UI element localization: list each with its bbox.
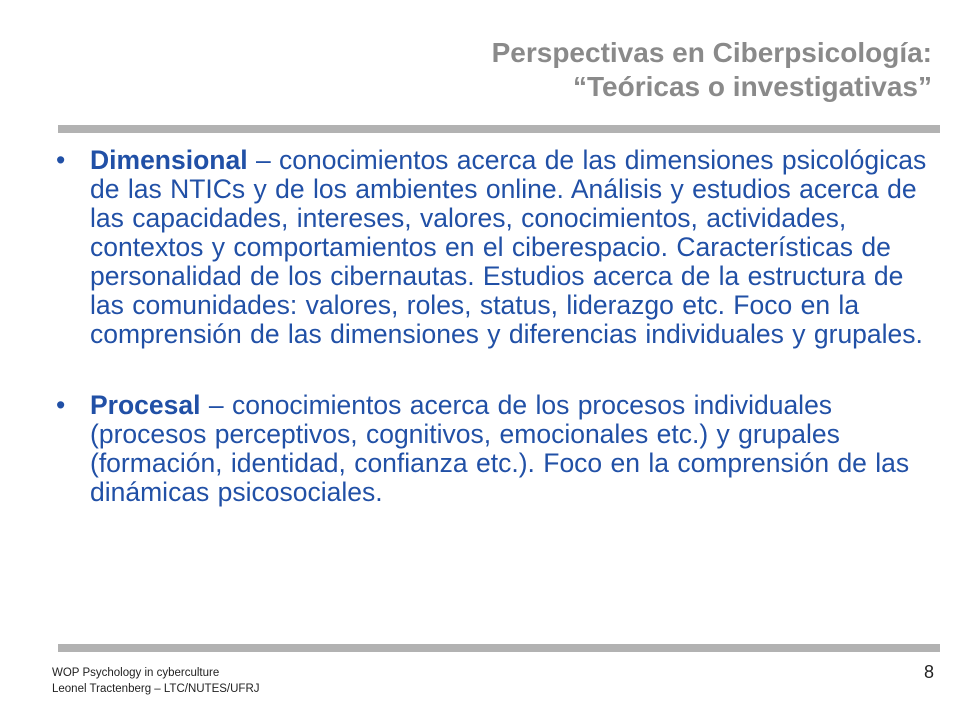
footer-course: WOP Psychology in cyberculture	[52, 667, 220, 679]
bullet-term: Procesal	[90, 390, 201, 420]
page-number: 8	[923, 662, 934, 682]
slide-body	[50, 146, 930, 507]
bullet-term: Dimensional	[90, 145, 248, 175]
bottom-divider	[58, 644, 940, 652]
title-line-1: Perspectivas en Ciberpsicología:	[491, 37, 932, 68]
bullet-marker: •	[56, 145, 66, 175]
title-line-2: “Teóricas o investigativas”	[573, 71, 932, 102]
top-divider	[58, 125, 940, 133]
bullet-text: – conocimientos acerca de los procesos individuales (procesos perceptivos, cognitivos, emocionales etc.) y grupales (formación, identidad, confianza etc.). Foco en la comprensión de las dinámicas psicosociales.	[90, 390, 910, 507]
bullet-marker: •	[56, 390, 66, 420]
footer-author: Leonel Tractenberg – LTC/NUTES/UFRJ	[52, 683, 260, 695]
bullet-procesal	[50, 391, 930, 507]
footer-credits	[52, 665, 260, 697]
bullet-text: – conocimientos acerca de las dimensiones psicológicas de las NTICs y de los ambientes online. Análisis y estudios acerca de las capacidades, intereses, valores, conocimientos, actividades, contextos y comportamientos en el ciberespacio. Características de personalidad de los cibernautas. Estudios acerca de la estructura de las comunidades: valores, roles, status, liderazgo etc. Foco en la comprensión de las dimensiones y diferencias individuales y grupales.	[90, 145, 927, 349]
slide-title	[72, 36, 932, 104]
bullet-dimensional	[50, 146, 930, 349]
